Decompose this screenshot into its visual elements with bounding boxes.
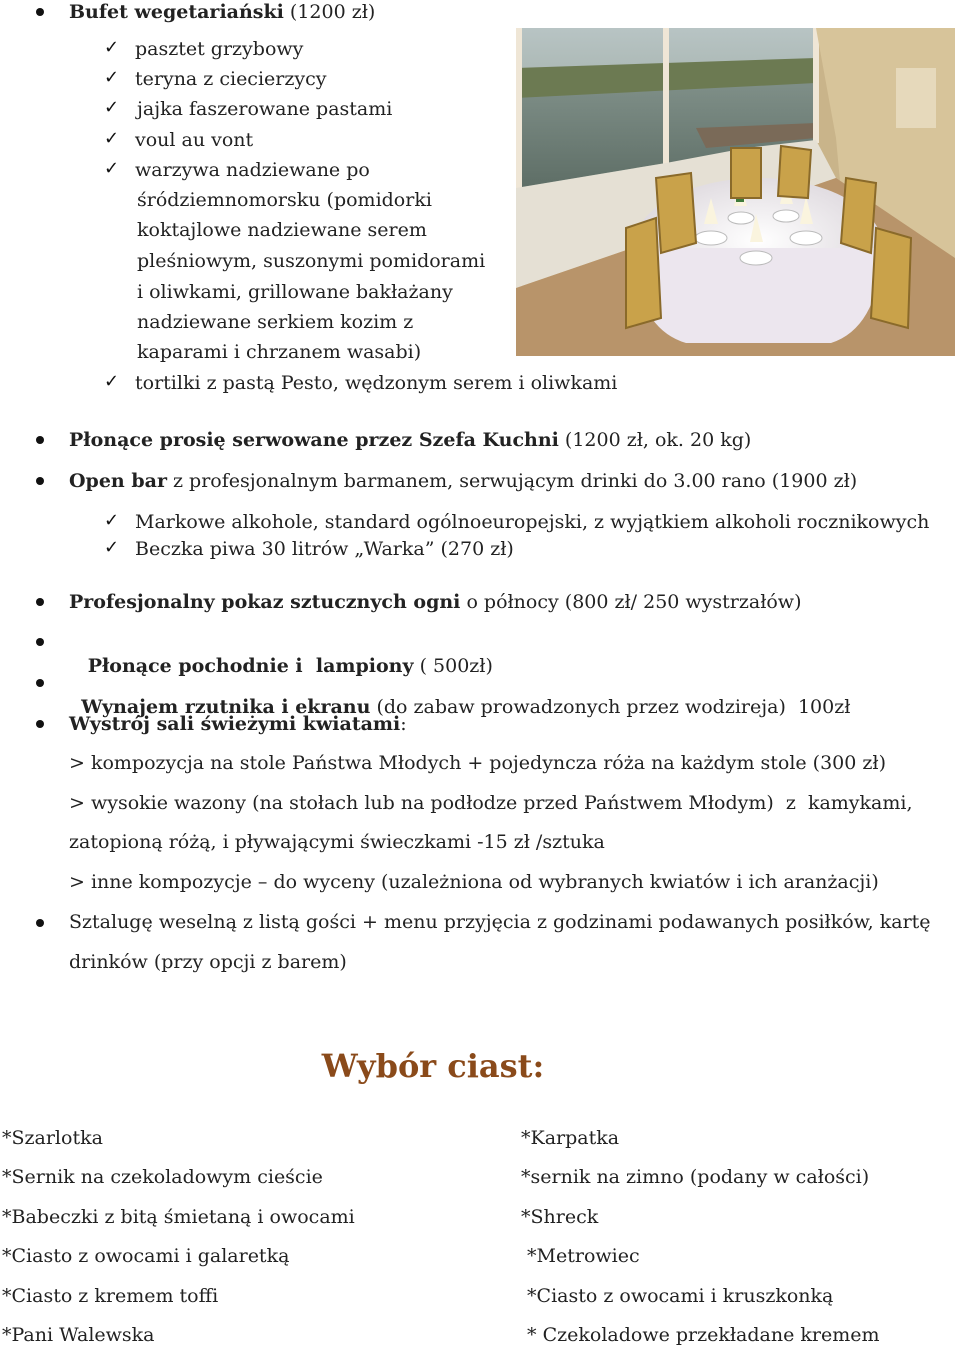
ognie-title: Profesjonalny pokaz sztucznych ogni xyxy=(69,591,461,613)
checkmark-icon: ✓ xyxy=(104,510,120,531)
bufet-price: (1200 zł) xyxy=(283,1,376,23)
bullet-icon xyxy=(36,436,44,444)
openbar-item: Markowe alkohole, standard ogólnoeuropejski, z wyjątkiem alkoholi rocznikowych xyxy=(135,511,930,533)
bullet-icon xyxy=(36,720,44,728)
checkmark-icon: ✓ xyxy=(104,371,120,392)
sztaluga-line: Sztalugę weselną z listą gości + menu przyjęcia z godzinami podawanych posiłków, kartę xyxy=(69,911,931,933)
bullet-icon xyxy=(36,919,44,927)
rzutnik-desc: (do zabaw prowadzonych przez wodzireja) 100zł xyxy=(370,696,851,718)
sztaluga-line: drinków (przy opcji z barem) xyxy=(69,951,347,973)
cake-left: *Babeczki z bitą śmietaną i owocami xyxy=(2,1206,355,1228)
bufet-item-cont: pleśniowym, suszonymi pomidorami xyxy=(137,250,486,272)
bufet-title: Bufet wegetariański xyxy=(69,1,284,23)
ognie-desc: o północy (800 zł/ 250 wystrzałów) xyxy=(460,591,802,613)
checkmark-icon: ✓ xyxy=(104,97,120,118)
bufet-item-cont: nadziewane serkiem kozim z xyxy=(137,311,414,333)
cake-left: *Ciasto z kremem toffi xyxy=(2,1285,219,1307)
prosie-price: (1200 zł, ok. 20 kg) xyxy=(558,429,752,451)
cake-left: *Ciasto z owocami i galaretką xyxy=(2,1245,290,1267)
pochodnie-title: Płonące pochodnie i lampiony xyxy=(81,655,414,677)
wystroj-detail: > kompozycja na stole Państwa Młodych + pojedyncza róża na każdym stole (300 zł) xyxy=(69,752,886,774)
wystroj-detail: > inne kompozycje – do wyceny (uzależniona od wybranych kwiatów i ich aranżacji) xyxy=(69,871,879,893)
bullet-icon xyxy=(36,598,44,606)
cake-right: *sernik na zimno (podany w całości) xyxy=(521,1166,870,1188)
cake-left: *Sernik na czekoladowym cieście xyxy=(2,1166,323,1188)
bufet-item: pasztet grzybowy xyxy=(135,38,304,60)
bufet-heading xyxy=(69,0,375,24)
cake-right: *Ciasto z owocami i kruszkonką xyxy=(521,1285,834,1307)
bufet-item-cont: kaparami i chrzanem wasabi) xyxy=(137,341,422,363)
openbar-line xyxy=(69,469,857,493)
wystroj-colon: : xyxy=(400,713,407,735)
cake-left: *Pani Walewska xyxy=(2,1324,155,1346)
checkmark-icon: ✓ xyxy=(104,67,120,88)
bullet-icon xyxy=(36,679,44,687)
openbar-desc: z profesjonalnym barmanem, serwującym drinki do 3.00 rano (1900 zł) xyxy=(166,470,858,492)
ognie-line xyxy=(69,590,802,614)
dining-room-photo xyxy=(516,28,955,356)
bufet-item: warzywa nadziewane po xyxy=(135,159,370,181)
cakes-heading: Wybór ciast: xyxy=(321,1047,545,1085)
wystroj-detail: zatopioną różą, i pływającymi świeczkami -15 zł /sztuka xyxy=(69,831,605,853)
openbar-item: Beczka piwa 30 litrów „Warka” (270 zł) xyxy=(135,538,514,560)
cake-right: *Metrowiec xyxy=(521,1245,640,1267)
cake-right: * Czekoladowe przekładane kremem xyxy=(521,1324,880,1346)
bufet-item-cont: koktajlowe nadziewane serem xyxy=(137,219,427,241)
openbar-title: Open bar xyxy=(69,470,167,492)
bullet-icon xyxy=(36,8,44,16)
checkmark-icon: ✓ xyxy=(104,128,120,149)
bullet-icon xyxy=(36,638,44,646)
bufet-item: tortilki z pastą Pesto, wędzonym serem i oliwkami xyxy=(135,372,618,394)
bufet-item: teryna z ciecierzycy xyxy=(135,68,327,90)
checkmark-icon: ✓ xyxy=(104,537,120,558)
rzutnik-title: Wynajem rzutnika i ekranu xyxy=(81,696,371,718)
cake-right: *Shreck xyxy=(521,1206,599,1228)
wystroj-line xyxy=(69,712,407,736)
wystroj-title: Wystrój sali świeżymi kwiatami xyxy=(69,713,401,735)
wystroj-detail: > wysokie wazony (na stołach lub na podłodze przed Państwem Młodym) z kamykami, xyxy=(69,792,913,814)
bufet-item-cont: i oliwkami, grillowane bakłażany xyxy=(137,281,453,303)
prosie-line xyxy=(69,428,751,452)
cake-right: *Karpatka xyxy=(521,1127,620,1149)
checkmark-icon: ✓ xyxy=(104,37,120,58)
prosie-title: Płonące prosię serwowane przez Szefa Kuchni xyxy=(69,429,559,451)
pochodnie-price: ( 500zł) xyxy=(413,655,493,677)
checkmark-icon: ✓ xyxy=(104,158,120,179)
bullet-icon xyxy=(36,477,44,485)
bufet-item: jajka faszerowane pastami xyxy=(131,98,393,120)
cake-left: *Szarlotka xyxy=(2,1127,103,1149)
bufet-item: voul au vont xyxy=(135,129,254,151)
bufet-item-cont: śródziemnomorsku (pomidorki xyxy=(137,189,432,211)
